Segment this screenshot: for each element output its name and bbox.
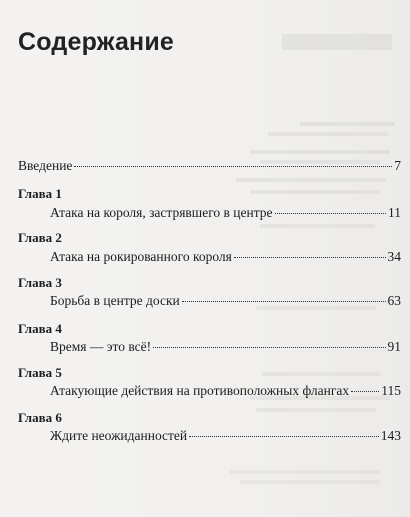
toc-entry-title: Время — это всё!: [50, 339, 152, 354]
toc-entry-chapter-4[interactable]: [50, 339, 401, 355]
toc-page-number: 143: [380, 428, 401, 443]
toc-page-number: 34: [387, 249, 401, 264]
toc-page-number: 63: [387, 293, 401, 308]
toc-entry-chapter-1[interactable]: [50, 205, 401, 221]
toc-entry-title: Ждите неожиданностей: [50, 428, 188, 443]
chapter-label: Глава 4: [18, 321, 62, 336]
chapter-label: Глава 1: [18, 186, 62, 201]
chapter-label: Глава 2: [18, 230, 62, 245]
toc-page-number: 115: [381, 383, 401, 398]
toc-entry-chapter-5[interactable]: [50, 383, 401, 399]
dot-leader: [153, 347, 385, 348]
toc-entry-intro[interactable]: [18, 158, 401, 174]
toc-page-number: 7: [394, 158, 401, 173]
dot-leader: [234, 257, 386, 258]
toc-entry-title: Атака на рокированного короля: [50, 249, 232, 264]
toc-entry-title: Атакующие действия на противоположных флангах: [50, 383, 350, 398]
dot-leader: [351, 391, 379, 392]
dot-leader: [189, 436, 379, 437]
toc-entry-title: Борьба в центре доски: [50, 293, 180, 308]
page-title: Содержание: [18, 28, 175, 56]
toc-entry-chapter-6[interactable]: [50, 428, 401, 444]
toc-entry-label: Введение: [18, 158, 73, 173]
toc-entry-chapter-2[interactable]: [50, 249, 401, 265]
chapter-label: Глава 6: [18, 410, 62, 425]
dot-leader: [275, 213, 386, 214]
toc-page-number: 91: [387, 339, 401, 354]
chapter-label: Глава 5: [18, 365, 62, 380]
toc-entry-chapter-3[interactable]: [50, 293, 401, 309]
toc-page-number: 11: [388, 205, 401, 220]
dot-leader: [74, 166, 392, 167]
chapter-label: Глава 3: [18, 275, 62, 290]
dot-leader: [182, 301, 386, 302]
toc-entry-title: Атака на короля, застрявшего в центре: [50, 205, 273, 220]
